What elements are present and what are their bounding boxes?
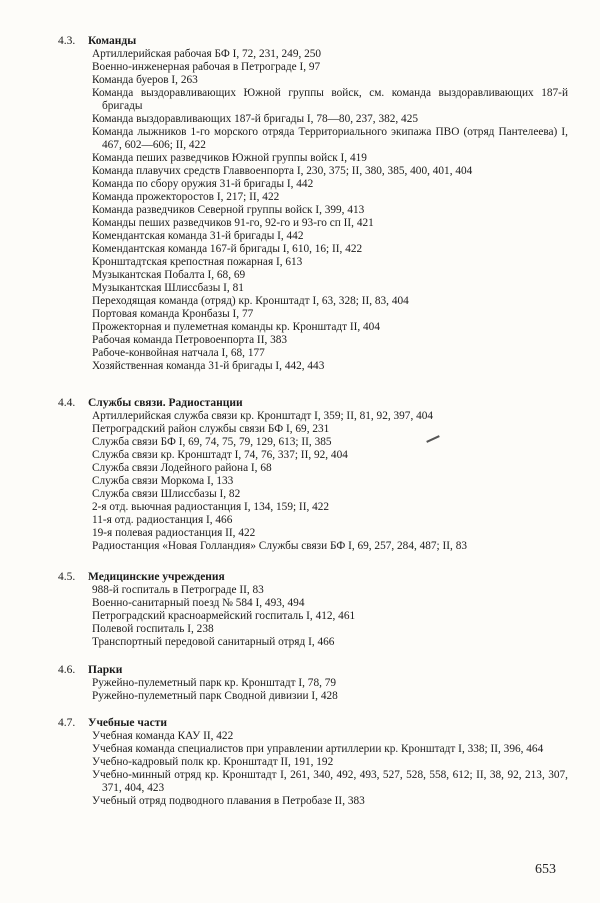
index-entry: Рабоче-конвойная натчала I, 68, 177	[92, 347, 265, 359]
entry-list	[92, 48, 568, 373]
section-heading	[58, 664, 568, 677]
entry-list	[92, 410, 568, 553]
index-entry: Команда разведчиков Северной группы войск I, 399, 413	[92, 204, 365, 216]
index-entry: Хозяйственная команда 31-й бригады I, 442, 443	[92, 360, 325, 372]
index-entry: Учебная команда специалистов при управлении артиллерии кр. Кронштадт I, 338; II, 396, 464	[92, 743, 544, 755]
section-4-6	[58, 664, 568, 703]
section-heading	[58, 717, 568, 730]
section-4-4	[58, 397, 568, 553]
entry-list	[92, 730, 568, 808]
index-entry: Военно-санитарный поезд № 584 I, 493, 494	[92, 597, 305, 609]
index-entry: Музыкантская Шлиссбазы I, 81	[92, 282, 244, 294]
index-entry: 2-я отд. вьючная радиостанция I, 134, 159; II, 422	[92, 501, 330, 513]
index-entry: Служба связи Шлиссбазы I, 82	[92, 488, 241, 500]
index-entry: Команда выздоравливающих Южной группы войск, см. команда выздоравливающих 187-й бригады	[92, 87, 568, 112]
index-entry: Ружейно-пулеметный парк кр. Кронштадт I, 78, 79	[92, 677, 337, 689]
index-entry: Служба связи Моркома I, 133	[92, 475, 234, 487]
index-entry: Команда выздоравливающих 187-й бригады I, 78—80, 237, 382, 425	[92, 113, 418, 125]
index-entry: Комендантская команда 167-й бригады I, 610, 16; II, 422	[92, 243, 363, 255]
section-title: Службы связи. Радиостанции	[88, 397, 243, 409]
section-number: 4.6.	[58, 664, 76, 676]
index-entry: Петроградский район службы связи БФ I, 69, 231	[92, 423, 330, 435]
index-entry: Рабочая команда Петровоенпорта II, 383	[92, 334, 288, 346]
section-heading	[58, 35, 568, 48]
index-entry: Переходящая команда (отряд) кр. Кронштадт I, 63, 328; II, 83, 404	[92, 295, 409, 307]
index-entry: Музыкантская Побалта I, 68, 69	[92, 269, 246, 281]
index-entry: Команды пеших разведчиков 91-го, 92-го и 93-го сп II, 421	[92, 217, 374, 229]
section-title: Учебные части	[88, 717, 167, 729]
index-entry: 19-я полевая радиостанция II, 422	[92, 527, 256, 539]
section-4-3	[58, 35, 568, 373]
index-entry: Учебно-кадровый полк кр. Кронштадт II, 191, 192	[92, 756, 334, 768]
index-entry: Полевой госпиталь I, 238	[92, 623, 214, 635]
index-entry: Военно-инженерная рабочая в Петрограде I, 97	[92, 61, 321, 73]
section-heading	[58, 397, 568, 410]
entry-list	[92, 677, 568, 703]
index-entry: Артиллерийская рабочая БФ I, 72, 231, 249, 250	[92, 48, 322, 60]
index-entry: Команда лыжников 1-го морского отряда Территориального экипажа ПВО (отряд Пантелеева) I, 467, 602—606; II, 422	[92, 126, 568, 151]
index-entry: Комендантская команда 31-й бригады I, 442	[92, 230, 304, 242]
section-number: 4.3.	[58, 35, 76, 47]
section-4-7	[58, 717, 568, 808]
page-number: 653	[535, 862, 556, 877]
index-entry: Учебный отряд подводного плавания в Петробазе II, 383	[92, 795, 365, 807]
index-entry: Транспортный передовой санитарный отряд I, 466	[92, 636, 335, 648]
index-entry: Кронштадтская крепостная пожарная I, 613	[92, 256, 303, 268]
index-entry: 988-й госпиталь в Петрограде II, 83	[92, 584, 264, 596]
section-number: 4.5.	[58, 571, 76, 583]
index-entry: Команда прожекторостов I, 217; II, 422	[92, 191, 280, 203]
index-entry: 11-я отд. радиостанция I, 466	[92, 514, 233, 526]
index-entry: Команда пеших разведчиков Южной группы войск I, 419	[92, 152, 367, 164]
index-entry: Радиостанция «Новая Голландия» Службы связи БФ I, 69, 257, 284, 487; II, 83	[92, 540, 467, 552]
section-number: 4.7.	[58, 717, 76, 729]
section-heading	[58, 571, 568, 584]
index-entry: Учебная команда КАУ II, 422	[92, 730, 234, 742]
index-entry: Портовая команда Кронбазы I, 77	[92, 308, 254, 320]
index-entry: Артиллерийская служба связи кр. Кронштадт I, 359; II, 81, 92, 397, 404	[92, 410, 434, 422]
index-entry: Учебно-минный отряд кр. Кронштадт I, 261, 340, 492, 493, 527, 528, 558, 612; II, 38, 92, 213, 307, 371, 404, 423	[92, 769, 568, 794]
index-entry: Команда плавучих средств Главвоенпорта I, 230, 375; II, 380, 385, 400, 401, 404	[92, 165, 473, 177]
index-entry: Команда буеров I, 263	[92, 74, 198, 86]
index-entry: Ружейно-пулеметный парк Сводной дивизии I, 428	[92, 690, 338, 702]
index-entry: Служба связи кр. Кронштадт I, 74, 76, 337; II, 92, 404	[92, 449, 348, 461]
section-title: Медицинские учреждения	[88, 571, 225, 583]
section-number: 4.4.	[58, 397, 76, 409]
index-entry: Прожекторная и пулеметная команды кр. Кронштадт II, 404	[92, 321, 380, 333]
section-title: Парки	[88, 664, 123, 676]
index-entry: Служба связи Лодейного района I, 68	[92, 462, 272, 474]
section-title: Команды	[88, 35, 137, 47]
section-4-5	[58, 571, 568, 649]
index-entry: Команда по сбору оружия 31-й бригады I, 442	[92, 178, 314, 190]
entry-list	[92, 584, 568, 649]
index-entry: Петроградский красноармейский госпиталь I, 412, 461	[92, 610, 356, 622]
index-entry: Служба связи БФ I, 69, 74, 75, 79, 129, 613; II, 385	[92, 436, 332, 448]
